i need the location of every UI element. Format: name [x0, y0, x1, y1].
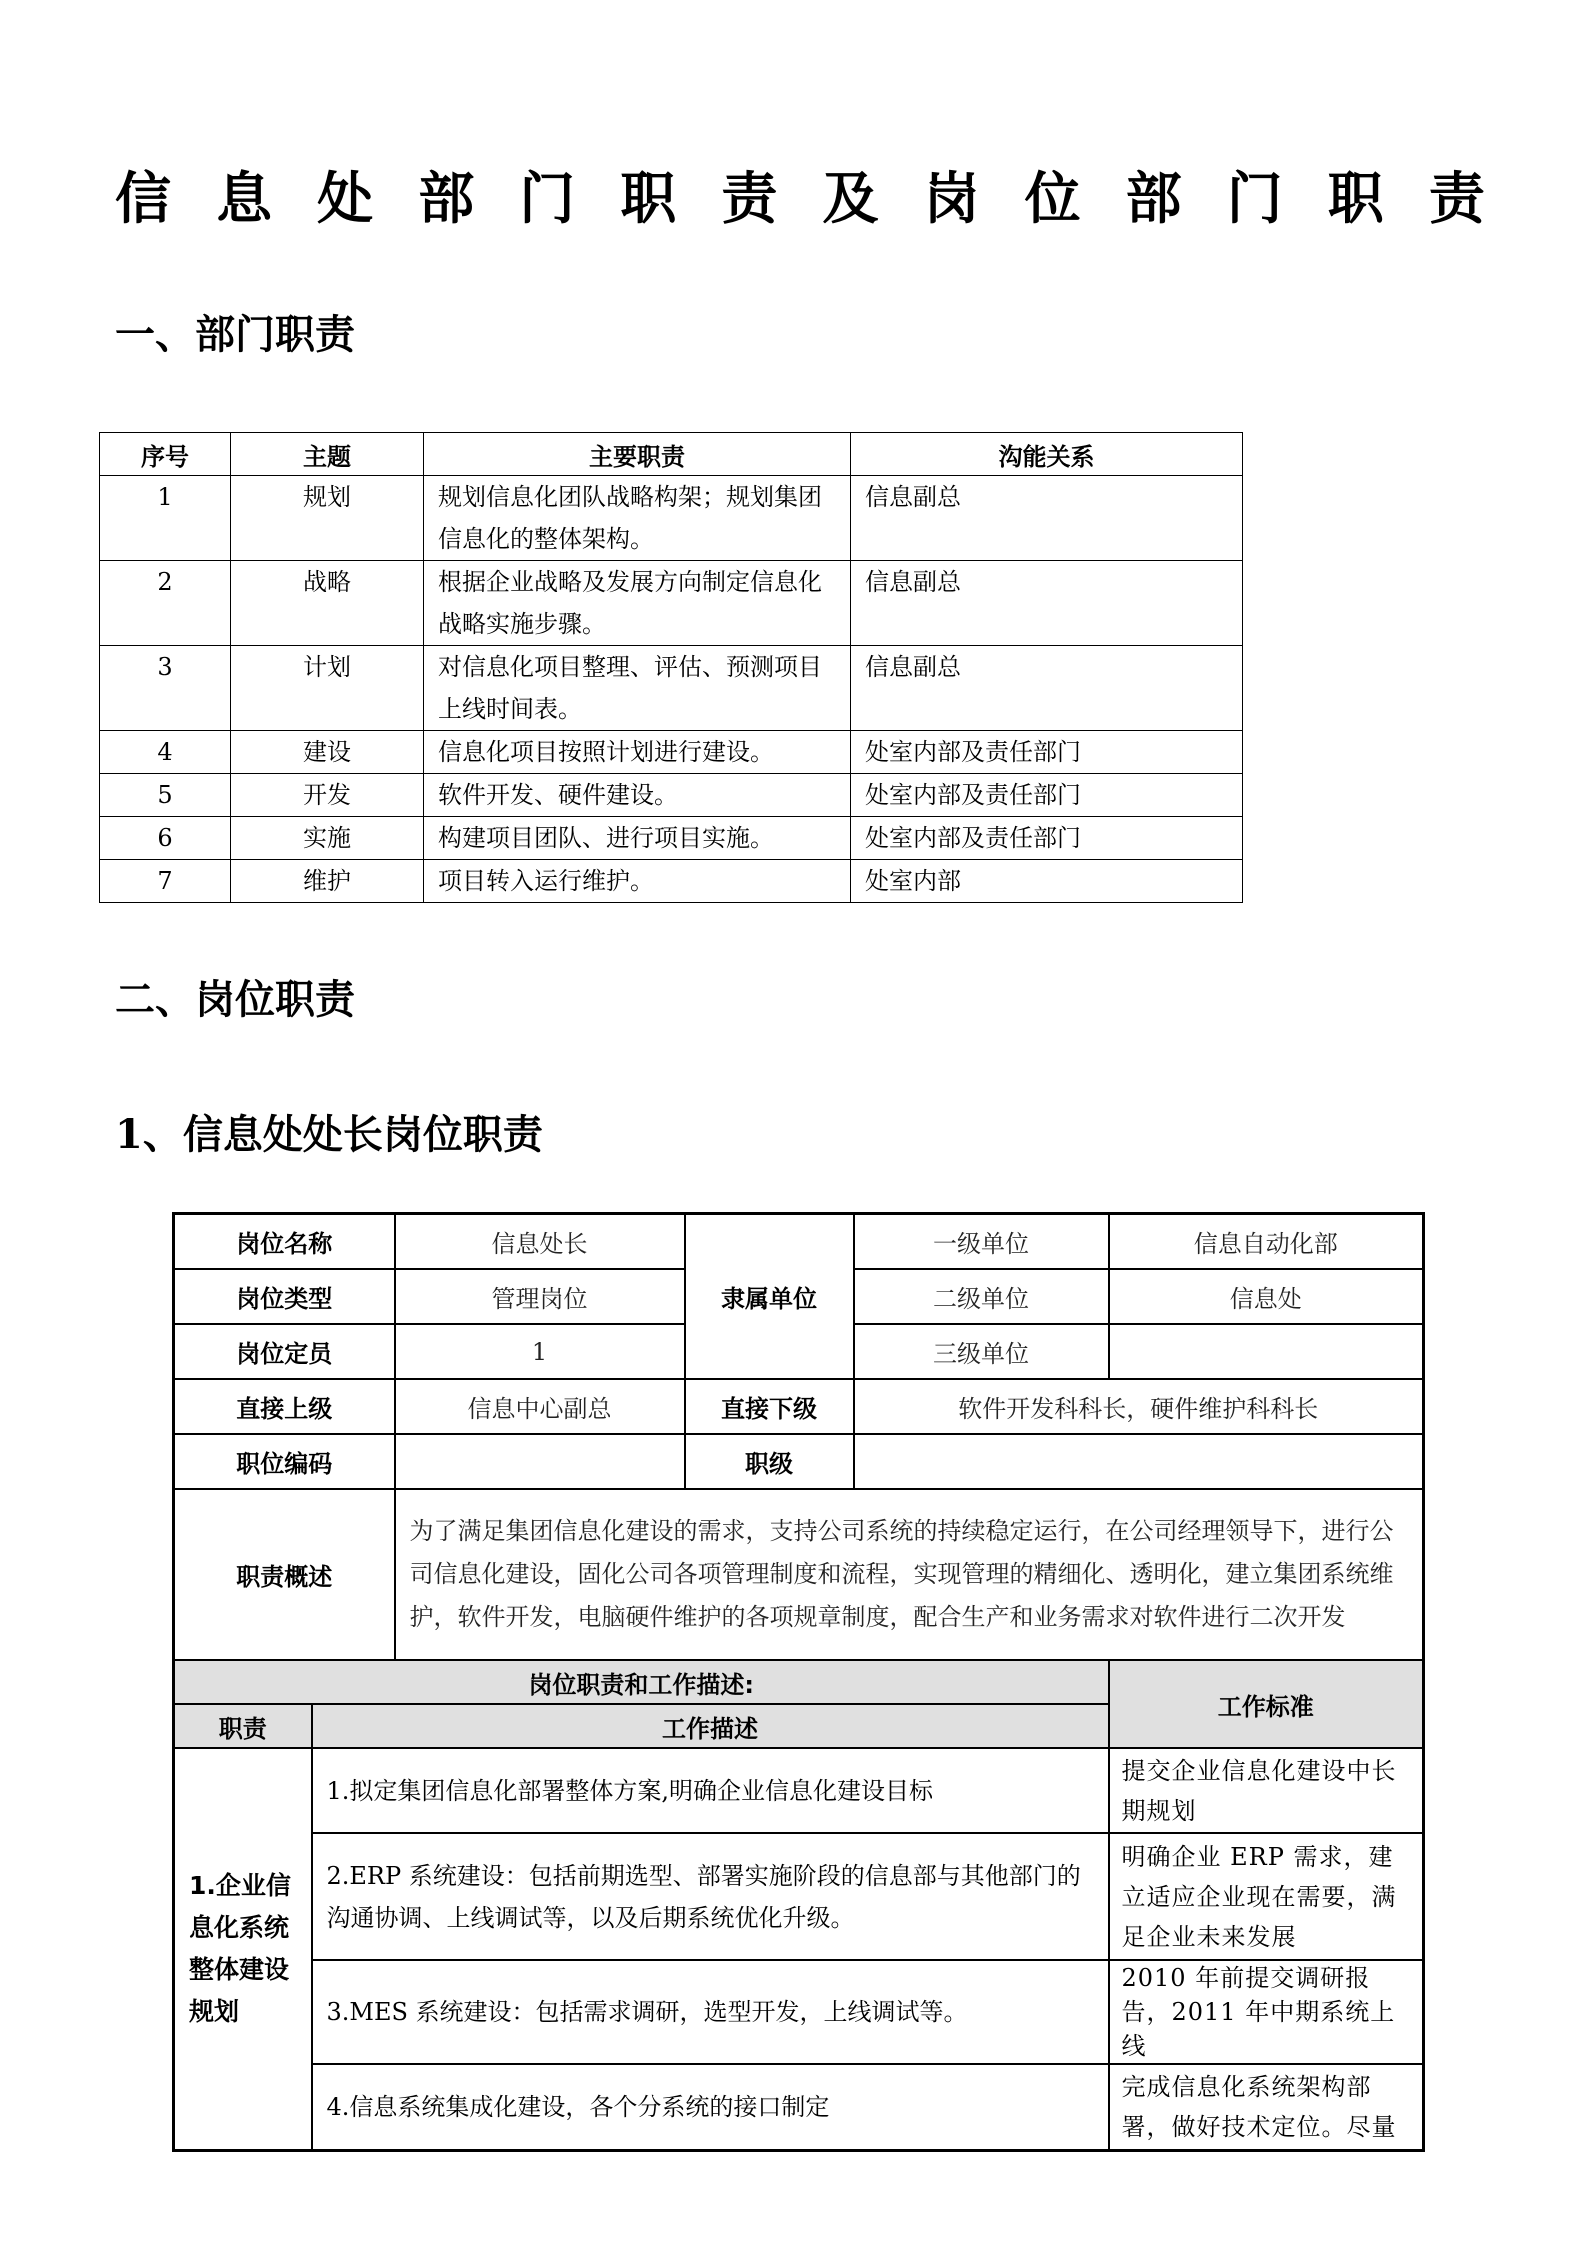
cell-relation: 处室内部及责任部门: [851, 731, 1243, 774]
cell-no: 2: [100, 561, 231, 646]
value-level3: [1109, 1324, 1424, 1379]
cell-duty: 构建项目团队、进行项目实施。: [424, 817, 851, 860]
table-row: [100, 817, 1243, 860]
title-char: 门: [1226, 167, 1283, 232]
duty-item-row: [174, 1748, 1424, 1833]
work-description: 2.ERP 系统建设：包括前期选型、部署实施阶段的信息部与其他部门的沟通协调、上线调试等，以及后期系统优化升级。: [312, 1833, 1109, 1960]
value-subordinate: 软件开发科科长，硬件维护科科长: [854, 1379, 1424, 1434]
row-duties-header: [174, 1660, 1424, 1704]
title-char: 部: [1125, 167, 1182, 232]
title-char: 门: [519, 167, 576, 232]
label-post-type: 岗位类型: [174, 1269, 395, 1324]
value-post-name: 信息处长: [395, 1214, 685, 1270]
cell-relation: 信息副总: [851, 646, 1243, 731]
cell-duty: 软件开发、硬件建设。: [424, 774, 851, 817]
cell-no: 3: [100, 646, 231, 731]
value-post-type: 管理岗位: [395, 1269, 685, 1324]
work-standard: 明确企业 ERP 需求，建立适应企业现在需要，满足企业未来发展: [1109, 1833, 1424, 1960]
cell-no: 1: [100, 476, 231, 561]
cell-relation: 信息副总: [851, 476, 1243, 561]
cell-no: 5: [100, 774, 231, 817]
header-work-standard: 工作标准: [1109, 1660, 1424, 1748]
cell-duty: 信息化项目按照计划进行建设。: [424, 731, 851, 774]
title-char: 职: [620, 167, 677, 232]
duty-item-row: [174, 1960, 1424, 2064]
section-heading-position-duties: 二、岗位职责: [115, 977, 355, 1023]
value-headcount: 1: [395, 1324, 685, 1379]
cell-topic: 实施: [231, 817, 424, 860]
cell-duty: 根据企业战略及发展方向制定信息化战略实施步骤。: [424, 561, 851, 646]
duty-item-row: [174, 1833, 1424, 1960]
label-code: 职位编码: [174, 1434, 395, 1489]
value-level1: 信息自动化部: [1109, 1214, 1424, 1270]
header-work-description: 工作描述: [312, 1704, 1109, 1748]
cell-duty: 对信息化项目整理、评估、预测项目上线时间表。: [424, 646, 851, 731]
title-char: 位: [1024, 167, 1081, 232]
table-row: [100, 476, 1243, 561]
row-summary: [174, 1489, 1424, 1660]
subsection-heading-director-duties: 1、信息处处长岗位职责: [115, 1111, 543, 1158]
title-char: 岗: [923, 167, 980, 232]
label-level2: 二级单位: [854, 1269, 1109, 1324]
label-summary: 职责概述: [174, 1489, 395, 1660]
table-row: [100, 731, 1243, 774]
department-duties-table: [99, 432, 1243, 903]
table-row: [100, 860, 1243, 903]
value-level2: 信息处: [1109, 1269, 1424, 1324]
label-affiliation: 隶属单位: [685, 1214, 854, 1380]
duty-item-row: [174, 2064, 1424, 2151]
header-topic: 主题: [231, 433, 424, 476]
cell-relation: 处室内部及责任部门: [851, 774, 1243, 817]
value-superior: 信息中心副总: [395, 1379, 685, 1434]
cell-topic: 计划: [231, 646, 424, 731]
table-row: [100, 561, 1243, 646]
cell-relation: 处室内部及责任部门: [851, 817, 1243, 860]
title-char: 信: [115, 167, 171, 232]
cell-topic: 维护: [231, 860, 424, 903]
work-description: 3.MES 系统建设：包括需求调研，选型开发，上线调试等。: [312, 1960, 1109, 2064]
cell-topic: 开发: [231, 774, 424, 817]
header-duty: 主要职责: [424, 433, 851, 476]
table-row: [100, 646, 1243, 731]
title-char: 部: [418, 167, 475, 232]
work-standard: 提交企业信息化建设中长期规划: [1109, 1748, 1424, 1833]
label-level1: [854, 1214, 1109, 1270]
work-standard: 2010 年前提交调研报告，2011 年中期系统上线: [1109, 1960, 1424, 2064]
document-title: [115, 165, 1485, 235]
section-heading-department-duties: 一、部门职责: [115, 312, 355, 358]
header-relation: 沟能关系: [851, 433, 1243, 476]
cell-relation: 信息副总: [851, 561, 1243, 646]
title-char: 息: [216, 167, 273, 232]
cell-topic: 建设: [231, 731, 424, 774]
label-post-name: 岗位名称: [174, 1214, 395, 1270]
job-description-table: [172, 1212, 1425, 2152]
cell-topic: 战略: [231, 561, 424, 646]
value-grade: [854, 1434, 1424, 1489]
table-header-row: [100, 433, 1243, 476]
cell-duty: 规划信息化团队战略构架；规划集团信息化的整体架构。: [424, 476, 851, 561]
cell-no: 6: [100, 817, 231, 860]
title-char: 职: [1327, 167, 1384, 232]
row-code-grade: [174, 1434, 1424, 1489]
label-superior: 直接上级: [174, 1379, 395, 1434]
work-description: 4.信息系统集成化建设，各个分系统的接口制定: [312, 2064, 1109, 2151]
work-description: 1.拟定集团信息化部署整体方案,明确企业信息化建设目标: [312, 1748, 1109, 1833]
duty-group-label: 1.企业信息化系统整体建设规划: [174, 1748, 312, 2151]
cell-relation: 处室内部: [851, 860, 1243, 903]
label-headcount: 岗位定员: [174, 1324, 395, 1379]
table-row: [100, 774, 1243, 817]
title-char: 责: [721, 167, 778, 232]
row-reporting: [174, 1379, 1424, 1434]
cell-no: 4: [100, 731, 231, 774]
label-subordinate: 直接下级: [685, 1379, 854, 1434]
cell-no: 7: [100, 860, 231, 903]
label-grade: 职级: [685, 1434, 854, 1489]
label-level3: 三级单位: [854, 1324, 1109, 1379]
value-code: [395, 1434, 685, 1489]
level1-label-text: 一级单位: [933, 1230, 1029, 1258]
row-post-name: [174, 1214, 1424, 1270]
work-standard: 完成信息化系统架构部署，做好技术定位。尽量: [1109, 2064, 1424, 2151]
value-summary: 为了满足集团信息化建设的需求，支持公司系统的持续稳定运行，在公司经理领导下，进行公司信息化建设，固化公司各项管理制度和流程，实现管理的精细化、透明化，建立集团系统维护，软件开发，电脑硬件维护的各项规章制度，配合生产和业务需求对软件进行二次开发: [395, 1489, 1424, 1660]
title-char: 处: [317, 167, 374, 232]
cell-duty: 项目转入运行维护。: [424, 860, 851, 903]
cell-topic: 规划: [231, 476, 424, 561]
header-duty: 职责: [174, 1704, 312, 1748]
header-duties-and-description: 岗位职责和工作描述:: [174, 1660, 1109, 1704]
title-char: 责: [1428, 167, 1485, 232]
title-char: 及: [822, 167, 879, 232]
header-no: 序号: [100, 433, 231, 476]
